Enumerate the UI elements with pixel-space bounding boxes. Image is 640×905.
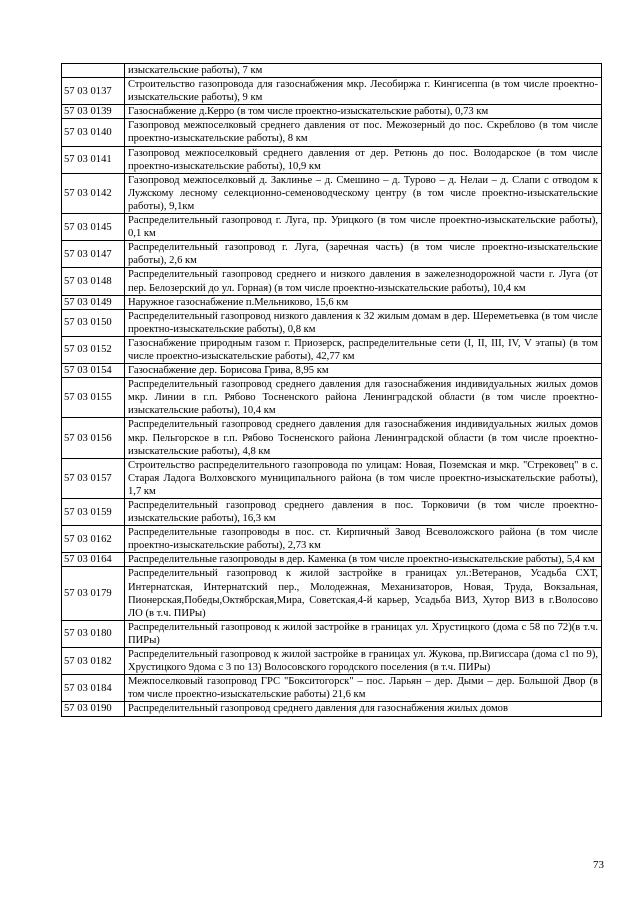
object-description-cell: Распределительный газопровод к жилой застройке в границах ул. Хрустицкого (дома с 58 по 72)(в т.ч. ПИРы) (125, 620, 602, 647)
table-row (62, 378, 602, 418)
object-description-cell: Строительство распределительного газопровода по улицам: Новая, Поземская и мкр. "Стрековец" в с. Старая Ладога Волховского муниципального района (в том числе проектно-изыскательские работы), 1,7 км (125, 458, 602, 498)
object-code-cell: 57 03 0180 (62, 620, 125, 647)
object-description-cell: Распределительный газопровод низкого давления к 32 жилым домам в дер. Шереметьевка (в том числе проектно-изыскательские работы), 0,8 км (125, 309, 602, 336)
gas-pipeline-table (61, 63, 602, 717)
object-description-cell: Распределительные газопроводы в пос. ст. Кирпичный Завод Всеволожского района (в том числе проектно-изыскательские работы), 2,73 км (125, 526, 602, 553)
object-description-cell: Распределительный газопровод среднего давления для газоснабжения жилых домов (125, 702, 602, 716)
object-description-cell: Газоснабжение дер. Борисова Грива, 8,95 км (125, 364, 602, 378)
table-row (62, 499, 602, 526)
object-code-cell: 57 03 0149 (62, 295, 125, 309)
table-row (62, 620, 602, 647)
object-code-cell: 57 03 0140 (62, 119, 125, 146)
object-description-cell: Газопровод межпоселковый среднего давления от дер. Ретюнь до пос. Володарское (в том числе проектно-изыскательские работы), 10,9 км (125, 146, 602, 173)
object-description-cell: Распределительный газопровод среднего давления для газоснабжения индивидуальных жилых домов мкр. Пельгорское в г.п. Рябово Тосненского района Ленинградской области (в том числе проектно-изыскательские работы), 4,8 км (125, 418, 602, 458)
object-description-cell: Строительство газопровода для газоснабжения мкр. Лесобиржа г. Кингисеппа (в том числе проектно-изыскательские работы), 9 км (125, 78, 602, 105)
object-code-cell: 57 03 0137 (62, 78, 125, 105)
table-row (62, 78, 602, 105)
table-row (62, 173, 602, 213)
object-code-cell: 57 03 0184 (62, 675, 125, 702)
object-description-cell: Распределительный газопровод среднего давления для газоснабжения индивидуальных жилых домов мкр. Линии в г.п. Рябово Тосненского района Ленинградской области (в том числе проектно-изыскательские работы), 10,4 км (125, 378, 602, 418)
object-code-cell: 57 03 0182 (62, 648, 125, 675)
object-code-cell: 57 03 0148 (62, 268, 125, 295)
object-description-cell: Межпоселковый газопровод ГРС "Бокситогорск" – пос. Ларьян – дер. Дыми – дер. Большой Двор (в том числе проектно-изыскательские работы) 21,6 км (125, 675, 602, 702)
table-row (62, 146, 602, 173)
table-row (62, 364, 602, 378)
object-description-cell: Распределительный газопровод среднего и низкого давления в зажелезнодорожной части г. Луга (от пер. Белозерский до ул. Горная) (в том числе проектно-изыскательские работы), 10,4 км (125, 268, 602, 295)
object-code-cell: 57 03 0141 (62, 146, 125, 173)
object-code-cell: 57 03 0152 (62, 336, 125, 363)
object-code-cell: 57 03 0150 (62, 309, 125, 336)
table-row (62, 418, 602, 458)
table-row (62, 105, 602, 119)
table-row (62, 295, 602, 309)
object-code-cell: 57 03 0162 (62, 526, 125, 553)
table-row (62, 64, 602, 78)
table-row (62, 241, 602, 268)
object-code-cell: 57 03 0164 (62, 553, 125, 567)
table-row (62, 553, 602, 567)
page-number: 73 (593, 859, 604, 871)
table-row (62, 648, 602, 675)
object-description-cell: Распределительный газопровод среднего давления в пос. Торковичи (в том числе проектно-изыскательские работы), 16,3 км (125, 499, 602, 526)
object-code-cell: 57 03 0155 (62, 378, 125, 418)
object-description-cell: изыскательские работы), 7 км (125, 64, 602, 78)
table-row (62, 119, 602, 146)
object-description-cell: Распределительный газопровод к жилой застройке в границах ул. Жукова, пр.Вигиссара (дома с1 по 9), Хрустицкого 9дома с 3 по 13) Волосовского городского поселения (в т.ч. ПИРы) (125, 648, 602, 675)
object-code-cell: 57 03 0179 (62, 567, 125, 620)
table-row (62, 567, 602, 620)
object-description-cell: Газоснабжение природным газом г. Приозерск, распределительные сети (I, II, III, IV, V этапы) (в том числе проектно-изыскательские работы), 42,77 км (125, 336, 602, 363)
object-description-cell: Распределительные газопроводы в дер. Каменка (в том числе проектно-изыскательские работы), 5,4 км (125, 553, 602, 567)
object-code-cell: 57 03 0154 (62, 364, 125, 378)
object-description-cell: Распределительный газопровод г. Луга, (заречная часть) (в том числе проектно-изыскательские работы), 2,6 км (125, 241, 602, 268)
object-code-cell: 57 03 0147 (62, 241, 125, 268)
table-body (62, 64, 602, 717)
table-row (62, 268, 602, 295)
object-code-cell: 57 03 0159 (62, 499, 125, 526)
table-row (62, 458, 602, 498)
object-description-cell: Распределительный газопровод г. Луга, пр. Урицкого (в том числе проектно-изыскательские работы), 0,1 км (125, 214, 602, 241)
table-row (62, 702, 602, 716)
table-row (62, 526, 602, 553)
object-description-cell: Газопровод межпоселковый д. Заклинье – д. Смешино – д. Турово – д. Нелаи – д. Слапи с отводом к Лужскому лесному селекционно-семеноводческому центру (в том числе проектно-изыскательские работы), 9,1км (125, 173, 602, 213)
object-code-cell (62, 64, 125, 78)
object-code-cell: 57 03 0156 (62, 418, 125, 458)
object-description-cell: Наружное газоснабжение п.Мельниково, 15,6 км (125, 295, 602, 309)
object-code-cell: 57 03 0142 (62, 173, 125, 213)
object-code-cell: 57 03 0139 (62, 105, 125, 119)
object-description-cell: Распределительный газопровод к жилой застройке в границах ул.:Ветеранов, Усадьба СХТ, Интернатская, Интернатский пер., Молодежная, Механизаторов, Новая, Труда, Вокзальная, Пионерская,Победы,Октябрская,Мира, Советская,4-й карьер, Усадьба ВИЗ, Хутор ВИЗ в г.Волосово ЛО (в т.ч. ПИРы) (125, 567, 602, 620)
table-row (62, 214, 602, 241)
object-code-cell: 57 03 0190 (62, 702, 125, 716)
object-code-cell: 57 03 0145 (62, 214, 125, 241)
object-description-cell: Газоснабжение д.Керро (в том числе проектно-изыскательские работы), 0,73 км (125, 105, 602, 119)
table-row (62, 336, 602, 363)
table-row (62, 309, 602, 336)
object-code-cell: 57 03 0157 (62, 458, 125, 498)
object-description-cell: Газопровод межпоселковый среднего давления от пос. Межозерный до пос. Скреблово (в том числе проектно-изыскательские работы), 8 км (125, 119, 602, 146)
table-row (62, 675, 602, 702)
